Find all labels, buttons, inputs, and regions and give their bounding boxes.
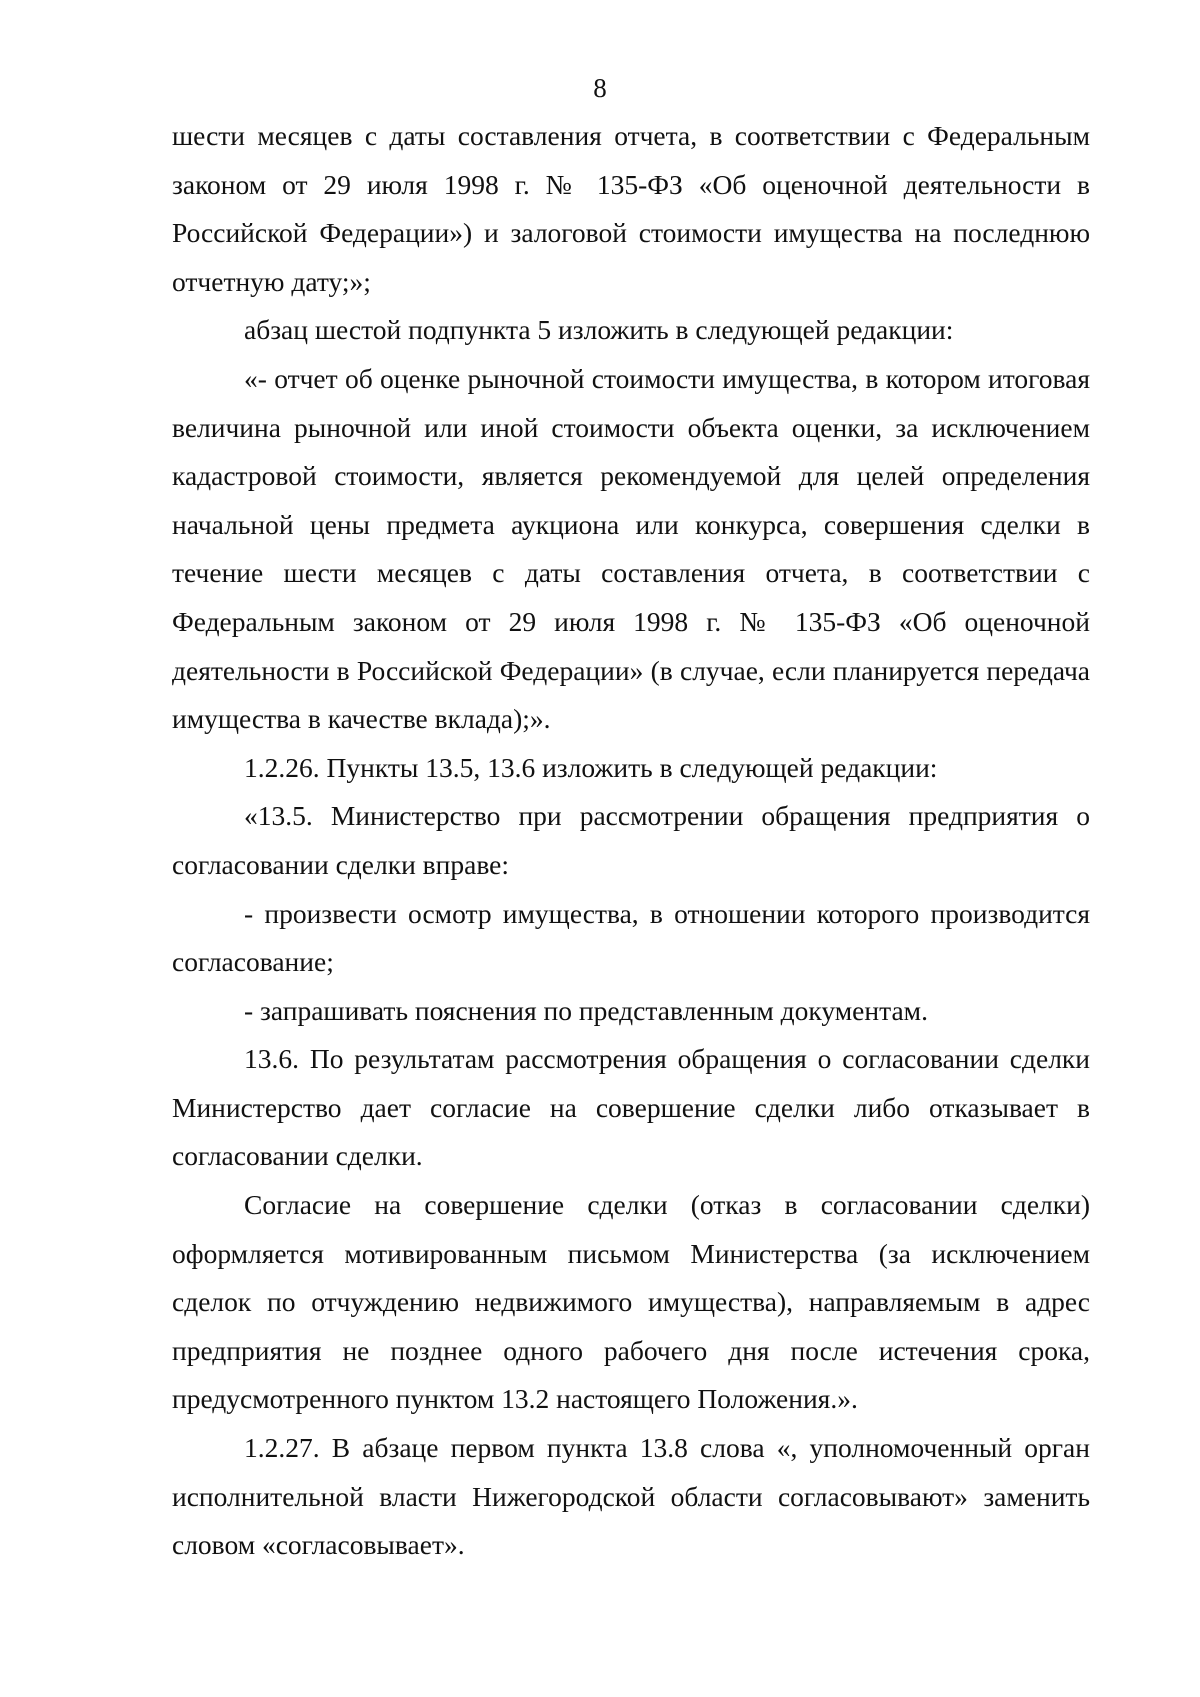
paragraph-continuation: шести месяцев с даты составления отчета, в соответствии с Федеральным законом от 29 июля 1998 г. № 135-ФЗ «Об оценочной деятельности в Российской Федерации») и залоговой стоимости имущества на последнюю отчетную дату;»; <box>172 120 1090 297</box>
paragraph-consent: Согласие на совершение сделки (отказ в согласовании сделки) оформляется мотивированным письмом Министерства (за исключением сделок по отчуждению недвижимого имущества), направляемым в адрес предприятия не позднее одного рабочего дня после истечения срока, предусмотренного пунктом 13.2 настоящего Положения.». <box>172 1189 1090 1415</box>
paragraph-explanations: - запрашивать пояснения по представленным документам. <box>244 994 928 1026</box>
paragraph-clause-1-2-26: 1.2.26. Пункты 13.5, 13.6 изложить в следующей редакции: <box>244 751 938 783</box>
page-number: 8 <box>593 73 607 103</box>
paragraph-clause-1-2-27: 1.2.27. В абзаце первом пункта 13.8 слова «, уполномоченный орган исполнительной власти Нижегородской области согласовывают» заменить словом «согласовывает». <box>172 1432 1090 1561</box>
paragraph-valuation-report: «- отчет об оценке рыночной стоимости имущества, в котором итоговая величина рыночной или иной стоимости объекта оценки, за исключением кадастровой стоимости, является рекомендуемой для целей определения начальной цены предмета аукциона или конкурса, совершения сделки в течение шести месяцев с даты составления отчета, в соответствии с Федеральным законом от 29 июля 1998 г. № 135-ФЗ «Об оценочной деятельности в Российской Федерации» (в случае, если планируется передача имущества в качестве вклада);». <box>172 362 1090 735</box>
paragraph-amendment-intro: абзац шестой подпункта 5 изложить в следующей редакции: <box>244 314 954 346</box>
document-body <box>172 112 1090 1570</box>
paragraph-clause-13-6: 13.6. По результатам рассмотрения обращения о согласовании сделки Министерство дает согласие на совершение сделки либо отказывает в согласовании сделки. <box>172 1043 1090 1172</box>
paragraph-clause-13-5: «13.5. Министерство при рассмотрении обращения предприятия о согласовании сделки вправе: <box>172 800 1090 880</box>
paragraph-inspection: - произвести осмотр имущества, в отношении которого производится согласование; <box>172 897 1090 978</box>
